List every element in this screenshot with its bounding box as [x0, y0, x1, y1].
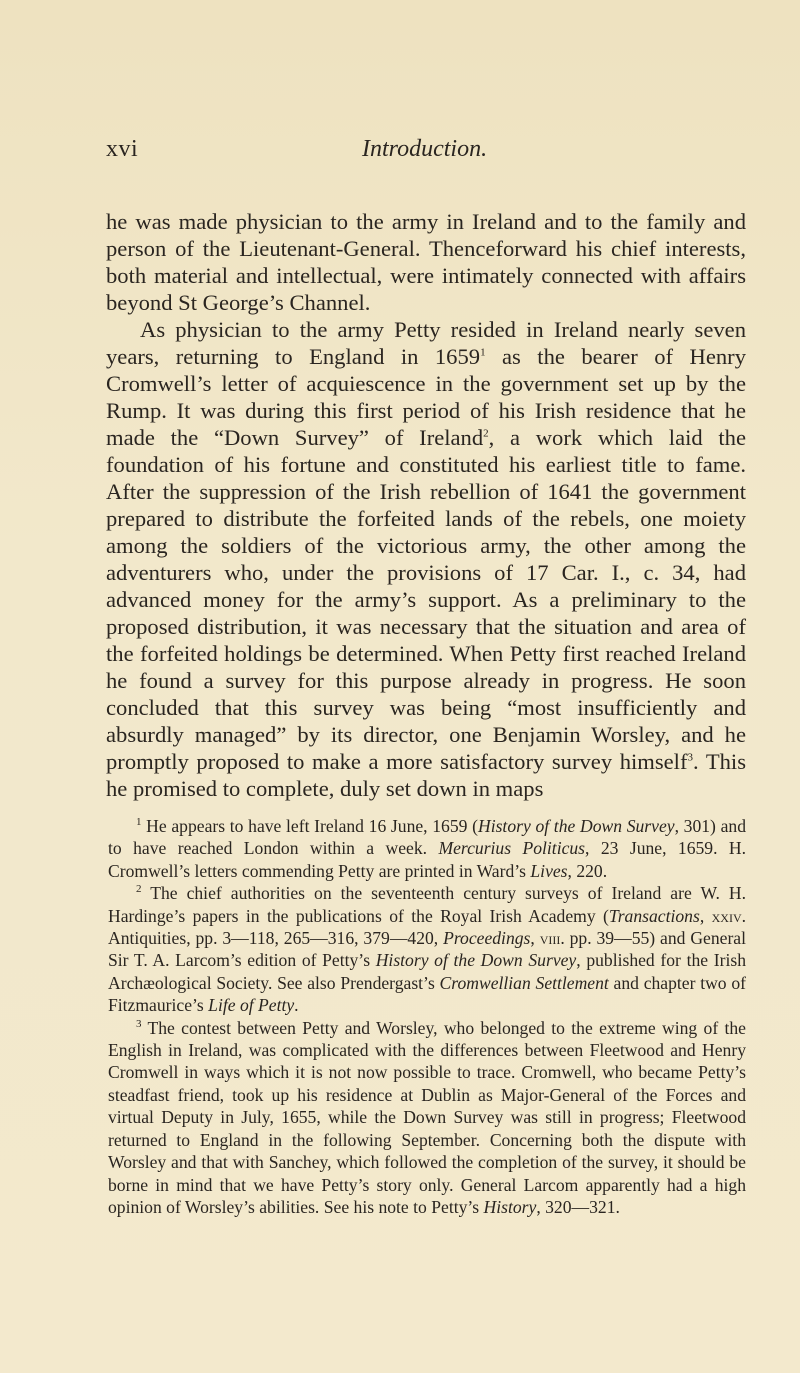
body-text	[106, 208, 746, 802]
footnote-text: , published for the Irish Archæological Society. See also Prendergast’s	[108, 950, 746, 993]
cited-title: History	[483, 1196, 537, 1217]
footnote-mark: 1	[136, 816, 142, 829]
footnote-text: . Antiquities, pp. 3—118, 265—316, 379—420,	[108, 905, 747, 949]
footnote-mark: 2	[136, 883, 142, 896]
footnote-text: The chief authorities on the seventeenth century surveys of Ireland are W. H. Hardinge’s papers in the publications of the Royal Irish Academy (	[108, 883, 746, 926]
footnote-text: , 320—321.	[536, 1196, 620, 1217]
running-title: Introduction.	[362, 136, 488, 162]
footnote-text: , 301) and to have reached London within a week.	[108, 816, 746, 859]
footnotes	[108, 815, 746, 1218]
footnote-ref-1[interactable]: 1	[480, 346, 486, 359]
footnote-2	[108, 882, 746, 1016]
paragraph-1	[106, 208, 746, 316]
cited-title: History of the Down Survey	[477, 816, 675, 836]
footnote-ref-2[interactable]: 2	[483, 427, 489, 440]
paragraph-text: he was made physician to the army in Ireland and to the family and person of the Lieutenant-General. Thenceforward his chief interests, both material and intellectual, were intimately connected with affairs beyond St George’s Channel.	[106, 209, 746, 315]
paragraph-text: . This he promised to complete, duly set down in maps	[106, 749, 746, 801]
footnote-3	[108, 1017, 746, 1219]
footnote-text: ,	[530, 928, 540, 949]
footnote-text: He appears to have left Ireland 16 June, 1659 (	[141, 816, 478, 836]
footnote-text: . pp. 39—55) and General Sir T. A. Larcom’s edition of Petty’s	[108, 928, 746, 971]
cited-title: Cromwellian Settlement	[439, 972, 609, 993]
footnote-mark: 3	[136, 1017, 142, 1030]
footnote-text: .	[294, 995, 299, 1016]
paragraph-text: as the bearer of Henry Cromwell’s letter of acquiescence in the government set up by the Rump. It was during this first period of his Irish residence that he made the “Down Survey” of Ireland	[106, 344, 746, 450]
footnote-ref-3[interactable]: 3	[687, 751, 693, 764]
cited-title: History of the Down Survey	[375, 950, 577, 971]
footnote-text: and chapter two of Fitzmaurice’s	[108, 972, 746, 1016]
paragraph-text: , a work which laid the foundation of his fortune and constituted his earliest title to fame. After the suppression of the Irish rebellion of 1641 the government prepared to distribute the forfeited lands of the rebels, one moiety among the soldiers of the victorious army, the other among the adventurers who, under the provisions of 17 Car. I., c. 34, had advanced money for the army’s support. As a preliminary to the proposed distribution, it was necessary that the situation and area of the forfeited holdings be determined. When Petty first reached Ireland he found a survey for this purpose already in progress. He soon concluded that this survey was being “most insufficiently and absurdly managed” by its director, one Benjamin Worsley, and he promptly proposed to make a more satisfactory survey himself	[106, 425, 746, 774]
footnote-text: viii	[539, 928, 561, 949]
cited-title: Proceedings	[443, 928, 531, 949]
footnote-text: ,	[699, 905, 712, 926]
footnote-text: xxiv	[711, 905, 742, 926]
paragraph-text: As physician to the army Petty resided in Ireland nearly seven years, returning to England in 1659	[106, 317, 746, 369]
cited-title: Mercurius Politicus	[438, 838, 586, 859]
cited-title: Life of Petty	[208, 995, 295, 1016]
paragraph-2	[106, 316, 746, 802]
page-number: xvi	[106, 136, 139, 162]
footnote-text: The contest between Petty and Worsley, who belonged to the extreme wing of the English in Ireland, was complicated with the differences between Fleetwood and Henry Cromwell in ways which it is not now possible to trace. Cromwell, who became Petty’s steadfast friend, took up his residence at Dublin as Major-General of the Forces and virtual Deputy in July, 1655, while the Down Survey was still in progress; Fleetwood returned to England in the following September. Concerning both the dispute with Worsley and that with Sanchey, which followed the completion of the survey, it should be borne in mind that we have Petty’s story only. General Larcom apparently had a high opinion of Worsley’s abilities. See his note to Petty’s	[108, 1017, 746, 1217]
footnote-1	[108, 815, 746, 882]
footnote-text: , 220.	[567, 860, 608, 881]
cited-title: Lives	[530, 860, 568, 881]
cited-title: Transactions	[608, 905, 700, 926]
running-head	[106, 136, 746, 166]
footnote-text: , 23 June, 1659. H. Cromwell’s letters commending Petty are printed in Ward’s	[108, 838, 746, 881]
